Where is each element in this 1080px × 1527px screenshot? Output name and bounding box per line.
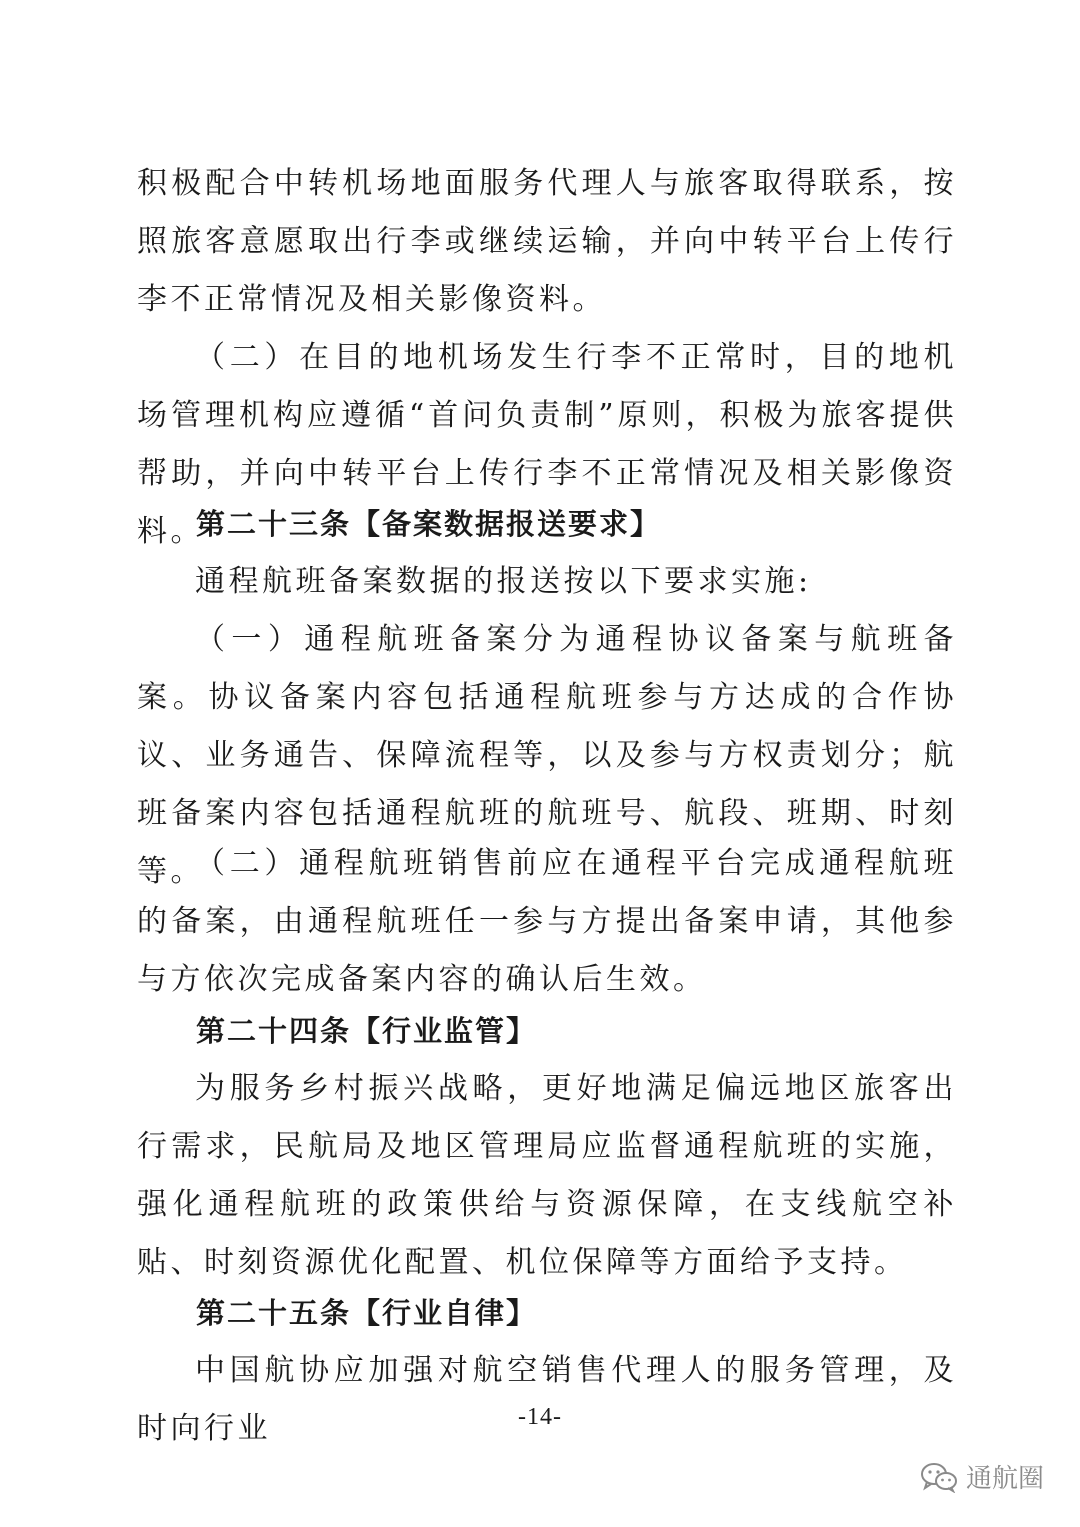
article-24-heading: 第二十四条【行业监管】 <box>196 1014 538 1048</box>
paragraph-article-23-clause-1: （一）通程航班备案分为通程协议备案与航班备案。协议备案内容包括通程航班参与方达成的合作协议、业务通告、保障流程等，以及参与方权责划分；航班备案内容包括通程航班的航班号、航段、班期、时刻等。 <box>137 622 957 889</box>
article-25-heading: 第二十五条【行业自律】 <box>196 1296 538 1330</box>
page-number: -14- <box>518 1404 562 1430</box>
paragraph-article-23-intro: 通程航班备案数据的报送按以下要求实施: <box>195 564 812 599</box>
paragraph-continuation: 积极配合中转机场地面服务代理人与旅客取得联系，按照旅客意愿取出行李或继续运输，并向中转平台上传行李不正常情况及相关影像资料。 <box>137 166 957 317</box>
watermark-text: 通航圈 <box>965 1464 1044 1494</box>
article-23-heading: 第二十三条【备案数据报送要求】 <box>196 507 662 541</box>
paragraph-article-23-clause-2: （二）通程航班销售前应在通程平台完成通程航班的备案，由通程航班任一参与方提出备案申请，其他参与方依次完成备案内容的确认后生效。 <box>137 846 957 997</box>
paragraph-clause-2-destination: （二）在目的地机场发生行李不正常时，目的地机场管理机构应遵循“首问负责制”原则，积极为旅客提供帮助，并向中转平台上传行李不正常情况及相关影像资料。 <box>137 340 957 549</box>
watermark <box>920 1458 1044 1495</box>
paragraph-article-24-body: 为服务乡村振兴战略，更好地满足偏远地区旅客出行需求，民航局及地区管理局应监督通程航班的实施，强化通程航班的政策供给与资源保障，在支线航空补贴、时刻资源优化配置、机位保障等方面给予支持。 <box>137 1071 957 1280</box>
paragraph-article-25-body: 中国航协应加强对航空销售代理人的服务管理，及时向行业 <box>137 1353 957 1446</box>
wechat-icon <box>920 1461 958 1493</box>
